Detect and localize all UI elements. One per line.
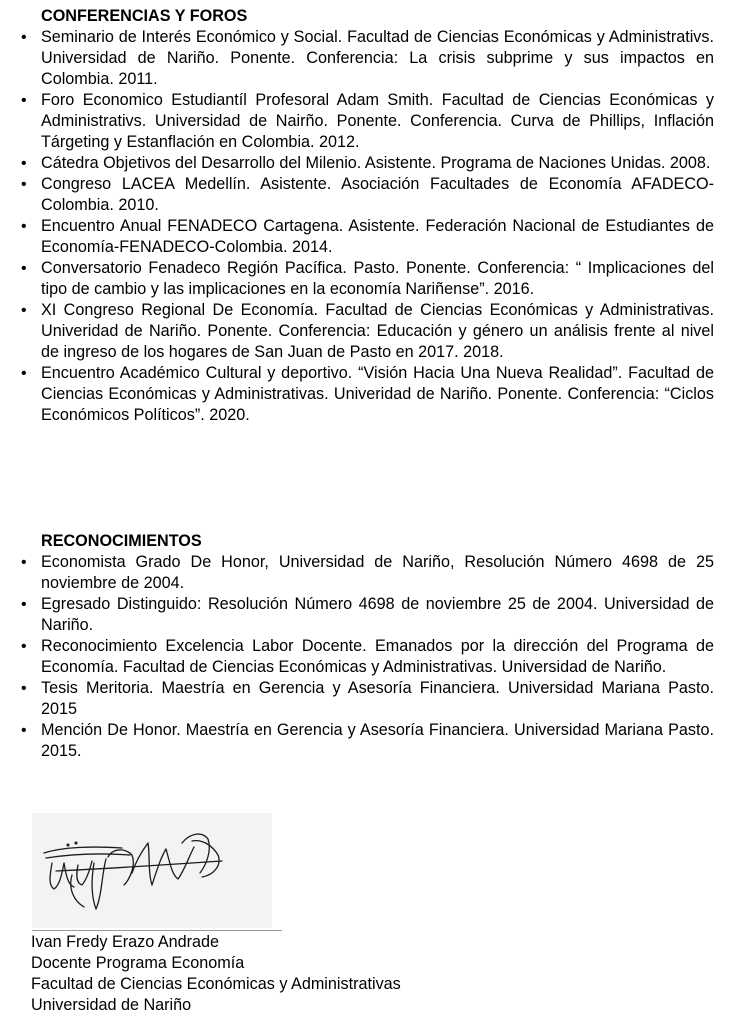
list-item: • Tesis Meritoria. Maestría en Gerencia y Asesoría Financiera. Universidad Mariana Pasto. 2015 [20,678,714,720]
signature-drawing [32,813,272,928]
list-item: • Reconocimiento Excelencia Labor Docente. Emanados por la dirección del Programa de Economía. Facultad de Ciencias Económicas y Administrativas. Universidad de Nariño. [20,636,714,678]
reconocimientos-list [20,552,714,762]
list-item: • Cátedra Objetivos del Desarrollo del Milenio. Asistente. Programa de Naciones Unidas. 2008. [20,153,714,174]
signer-faculty: Facultad de Ciencias Económicas y Administrativas [31,975,401,993]
reconocimientos-heading: RECONOCIMIENTOS [41,532,202,550]
signature-block [31,932,401,1016]
list-item: • Mención De Honor. Maestría en Gerencia y Asesoría Financiera. Universidad Mariana Pasto. 2015. [20,720,714,762]
signer-name: Ivan Fredy Erazo Andrade [31,933,220,951]
signer-role: Docente Programa Economía [31,954,245,972]
list-item: • Foro Economico Estudiantíl Profesoral Adam Smith. Facultad de Ciencias Económicas y Administrativs. Universidad de Nairño. Ponente. Conferencia. Curva de Phillips, Inflación Tárgeting y Estanflación en Colombia. 2012. [20,90,714,153]
conferencias-heading: CONFERENCIAS Y FOROS [41,7,248,25]
conferencias-list [20,27,714,426]
list-item: • Conversatorio Fenadeco Región Pacífica. Pasto. Ponente. Conferencia: “ Implicaciones del tipo de cambio y las implicaciones en la economía Nariñense”. 2016. [20,258,714,300]
list-item: • Encuentro Académico Cultural y deportivo. “Visión Hacia Una Nueva Realidad”. Facultad de Ciencias Económicas y Administrativas. Univeridad de Nariño. Ponente. Conferencia: “Ciclos Económicos Políticos”. 2020. [20,363,714,426]
list-item: • Seminario de Interés Económico y Social. Facultad de Ciencias Económicas y Administrativs. Universidad de Nariño. Ponente. Conferencia: La crisis subprime y sus impactos en Colombia. 2011. [20,27,714,90]
list-item: • Encuentro Anual FENADECO Cartagena. Asistente. Federación Nacional de Estudiantes de Economía-FENADECO-Colombia. 2014. [20,216,714,258]
list-item: • Economista Grado De Honor, Universidad de Nariño, Resolución Número 4698 de 25 noviembre de 2004. [20,552,714,594]
signature-image [32,813,272,928]
list-item: • XI Congreso Regional De Economía. Facultad de Ciencias Económicas y Administrativas. Univeridad de Nariño. Ponente. Conferencia: Educación y género un análisis frente al nivel de ingreso de los hogares de San Juan de Pasto en 2017. 2018. [20,300,714,363]
list-item: • Egresado Distinguido: Resolución Número 4698 de noviembre 25 de 2004. Universidad de Nariño. [20,594,714,636]
list-item: • Congreso LACEA Medellín. Asistente. Asociación Facultades de Economía AFADECO-Colombia. 2010. [20,174,714,216]
conferencias-section [20,6,714,426]
signature-line [32,930,282,931]
reconocimientos-section [20,531,714,762]
signer-university: Universidad de Nariño [31,996,192,1014]
